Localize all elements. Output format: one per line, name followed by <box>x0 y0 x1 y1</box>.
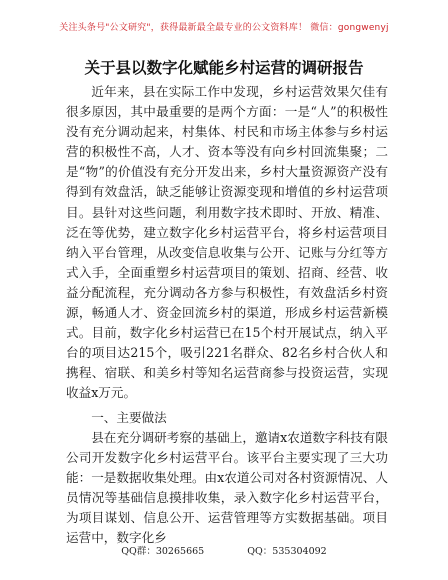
page-footer <box>0 543 448 557</box>
document-title: 关于县以数字化赋能乡村运营的调研报告 <box>84 59 364 77</box>
paragraph-intro: 近年来，县在实际工作中发现，乡村运营效果欠佳有很多原因，其中最重要的是两个方面：一是“人”的积极性没有充分调动起来，村集体、村民和市场主体参与乡村运营的积极性不高，人才、资本等没有向乡村回流集聚；二是“物”的价值没有充分开发出来，乡村大量资源资产没有得到有效盘活，缺乏能够让资源变现和增值的乡村运营项目。县针对这些问题，利用数字技术即时、开放、精准、泛在等优势，建立数字化乡村运营平台，将乡村运营项目纳入平台管理，从改变信息收集与公开、记账与分红等方式入手，全面重塑乡村运营项目的策划、招商、经营、收益分配流程，充分调动各方参与积极性，有效盘活乡村资源，畅通人才、资金回流乡村的渠道，形成乡村运营新模式。目前，数字化乡村运营已在15个村开展试点，纳入平台的项目达215个，吸引221名群众、82名乡村合伙人和携程、宿联、和美乡村等知名运营商参与投资运营，实现收益x万元。 <box>66 84 388 401</box>
footer-qq: QQ：535304092 <box>247 546 327 557</box>
footer-qq-group: QQ群：30265665 <box>121 546 205 557</box>
document-body <box>66 82 388 548</box>
section-heading: 一、主要做法 <box>91 409 167 425</box>
header-banner: 关注头条号"公文研究"，获得最新最全最专业的公文资料库！ 微信：gongwenyj <box>59 23 389 33</box>
paragraph-method: 县在充分调研考察的基础上，邀请x农道数字科技有限公司开发数字化乡村运营平台。该平台主要实现了三大功能：一是数据收集处理。由x农道公司对各村资源情况、人员情况等基础信息摸排收集，录入数字化乡村运营平台，为项目谋划、信息公开、运营管理等方实数据基础。项目运营中，数字化乡 <box>66 429 388 546</box>
